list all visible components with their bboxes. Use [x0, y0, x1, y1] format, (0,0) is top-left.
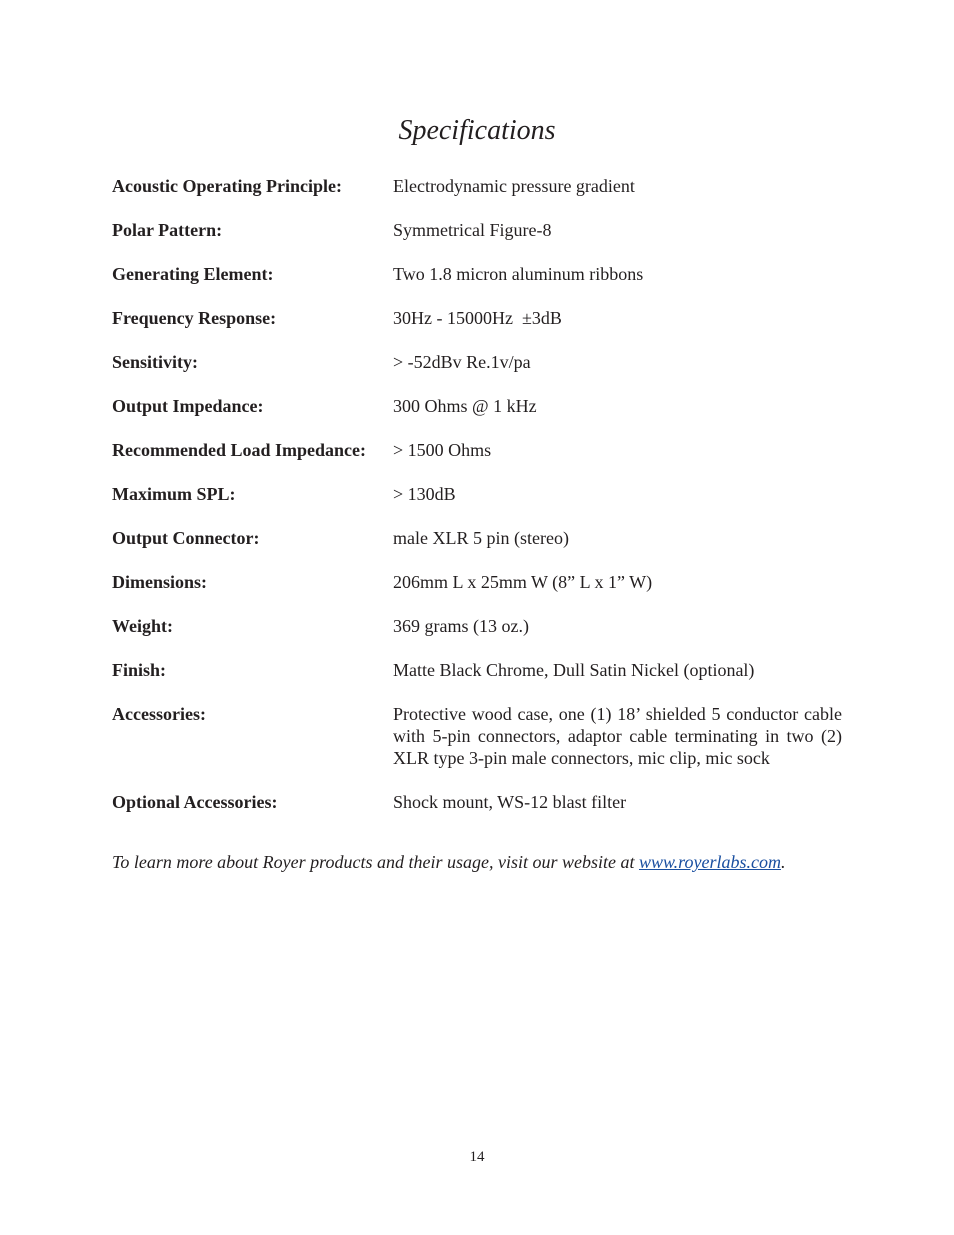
spec-label: Output Connector:	[112, 528, 260, 548]
spec-label: Output Impedance:	[112, 396, 264, 416]
spec-row-polar-pattern	[112, 219, 842, 241]
spec-value: > -52dBv Re.1v/pa	[393, 352, 531, 372]
spec-value: Symmetrical Figure-8	[393, 220, 552, 240]
spec-value: 30Hz - 15000Hz ±3dB	[393, 308, 562, 328]
spec-value: > 1500 Ohms	[393, 440, 492, 460]
spec-label: Weight:	[112, 616, 173, 636]
spec-label: Sensitivity:	[112, 352, 199, 372]
spec-row-output-impedance	[112, 395, 842, 417]
spec-label: Maximum SPL:	[112, 484, 236, 504]
spec-row-output-connector	[112, 527, 842, 549]
spec-row-acoustic-operating-principle	[112, 175, 842, 197]
spec-value: Matte Black Chrome, Dull Satin Nickel (optional)	[393, 660, 755, 680]
footer-text: To learn more about Royer products and their usage, visit our website at	[112, 852, 639, 872]
spec-row-recommended-load-impedance	[112, 439, 842, 461]
spec-value: Two 1.8 micron aluminum ribbons	[393, 264, 644, 284]
spec-label: Accessories:	[112, 704, 206, 724]
spec-value: > 130dB	[393, 484, 456, 504]
spec-row-frequency-response	[112, 307, 842, 329]
spec-label: Frequency Response:	[112, 308, 277, 328]
spec-value: 300 Ohms @ 1 kHz	[393, 396, 537, 416]
spec-label: Optional Accessories:	[112, 792, 278, 812]
spec-label: Acoustic Operating Principle:	[112, 176, 342, 196]
spec-table	[112, 175, 842, 813]
spec-row-finish	[112, 659, 842, 681]
spec-value: Electrodynamic pressure gradient	[393, 176, 635, 196]
spec-value: 369 grams (13 oz.)	[393, 616, 529, 636]
spec-row-generating-element	[112, 263, 842, 285]
footer-note	[112, 851, 852, 873]
footer-end: .	[780, 852, 786, 872]
spec-label: Polar Pattern:	[112, 220, 223, 240]
spec-row-optional-accessories	[112, 791, 842, 813]
spec-value: male XLR 5 pin (stereo)	[393, 528, 569, 548]
spec-label: Generating Element:	[112, 264, 274, 284]
page-number: 14	[469, 1149, 485, 1165]
website-link[interactable]: www.royerlabs.com	[638, 852, 781, 872]
spec-row-accessories	[112, 703, 842, 769]
spec-value: Protective wood case, one (1) 18’ shielded 5 conductor cable with 5-pin connectors, adaptor cable terminating in two (2) XLR type 3-pin male connectors, mic clip, mic sock	[393, 704, 842, 768]
spec-label: Dimensions:	[112, 572, 208, 592]
spec-value: Shock mount, WS-12 blast filter	[393, 792, 627, 812]
spec-row-dimensions	[112, 571, 842, 593]
spec-row-sensitivity	[112, 351, 842, 373]
spec-label: Recommended Load Impedance:	[112, 440, 366, 460]
page-title: Specifications	[398, 115, 556, 146]
spec-row-weight	[112, 615, 842, 637]
spec-value: 206mm L x 25mm W (8” L x 1” W)	[393, 572, 653, 592]
spec-row-maximum-spl	[112, 483, 842, 505]
spec-label: Finish:	[112, 660, 167, 680]
